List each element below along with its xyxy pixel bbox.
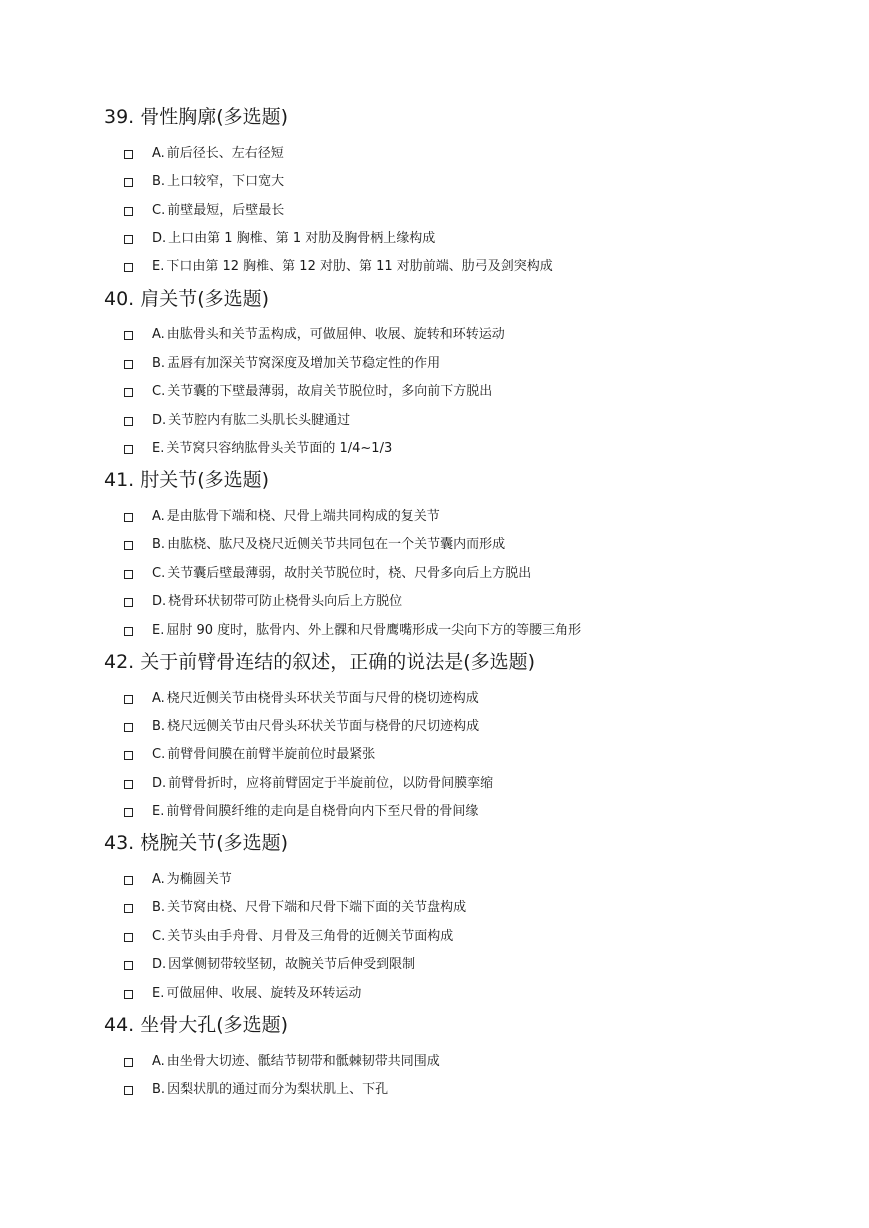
option-d[interactable]: D. 桡骨环状韧带可防止桡骨头向后上方脱位 [124,593,402,611]
question-43 [104,831,288,855]
option-text: 因梨状肌的通过而分为梨状肌上、下孔 [167,1082,389,1097]
option-text: 因掌侧韧带较坚韧，故腕关节后伸受到限制 [168,957,416,972]
option-text: 关节囊后壁最薄弱，故肘关节脱位时，桡、尺骨多向后上方脱出 [167,566,532,581]
checkbox-icon[interactable] [124,513,133,522]
checkbox-icon[interactable] [124,990,133,999]
option-text: 桡骨环状韧带可防止桡骨头向后上方脱位 [168,594,403,609]
checkbox-icon[interactable] [124,445,133,454]
question-42 [104,650,535,674]
checkbox-icon[interactable] [124,178,133,187]
checkbox-icon[interactable] [124,570,133,579]
checkbox-icon[interactable] [124,695,133,704]
option-d[interactable]: D. 前臂骨折时，应将前臂固定于半旋前位，以防骨间膜挛缩 [124,775,493,793]
option-d[interactable]: D. 关节腔内有肱二头肌长头腱通过 [124,412,350,430]
option-text: 关节窝只容纳肱骨头关节面的 1/4~1/3 [166,441,393,456]
option-text: 关节囊的下壁最薄弱，故肩关节脱位时，多向前下方脱出 [167,384,493,399]
option-b[interactable]: B. 因梨状肌的通过而分为梨状肌上、下孔 [124,1081,388,1099]
option-e[interactable]: E. 前臂骨间膜纤维的走向是自桡骨向内下至尺骨的骨间缘 [124,803,478,821]
option-b[interactable]: B. 关节窝由桡、尺骨下端和尺骨下端下面的关节盘构成 [124,899,466,917]
option-text: 关节窝由桡、尺骨下端和尺骨下端下面的关节盘构成 [167,900,467,915]
option-text: 前臂骨折时，应将前臂固定于半旋前位，以防骨间膜挛缩 [168,776,494,791]
question-title: 39. 骨性胸廓(多选题) [104,106,289,128]
question-44 [104,1013,288,1037]
option-a[interactable]: A. 由坐骨大切迹、骶结节韧带和骶棘韧带共同围成 [124,1053,440,1071]
question-title: 44. 坐骨大孔(多选题) [104,1014,289,1036]
option-c[interactable]: C. 前臂骨间膜在前臂半旋前位时最紧张 [124,746,375,764]
option-text: 前臂骨间膜纤维的走向是自桡骨向内下至尺骨的骨间缘 [166,804,479,819]
option-text: 盂唇有加深关节窝深度及增加关节稳定性的作用 [167,356,441,371]
checkbox-icon[interactable] [124,263,133,272]
option-b[interactable]: B. 由肱桡、肱尺及桡尺近侧关节共同包在一个关节囊内而形成 [124,536,505,554]
option-text: 由肱骨头和关节盂构成，可做屈伸、收展、旋转和环转运动 [166,327,505,342]
question-title: 41. 肘关节(多选题) [104,469,270,491]
option-text: 桡尺近侧关节由桡骨头环状关节面与尺骨的桡切迹构成 [166,691,479,706]
question-title: 42. 关于前臂骨连结的叙述，正确的说法是(多选题) [104,651,536,673]
checkbox-icon[interactable] [124,417,133,426]
option-e[interactable]: E. 可做屈伸、收展、旋转及环转运动 [124,985,361,1003]
option-text: 由坐骨大切迹、骶结节韧带和骶棘韧带共同围成 [166,1054,440,1069]
option-text: 上口由第 1 胸椎、第 1 对肋及胸骨柄上缘构成 [168,231,436,246]
option-c[interactable]: C. 关节囊后壁最薄弱，故肘关节脱位时，桡、尺骨多向后上方脱出 [124,565,531,583]
checkbox-icon[interactable] [124,541,133,550]
checkbox-icon[interactable] [124,360,133,369]
checkbox-icon[interactable] [124,627,133,636]
option-d[interactable]: D. 因掌侧韧带较坚韧，故腕关节后伸受到限制 [124,956,415,974]
question-39 [104,105,288,129]
checkbox-icon[interactable] [124,808,133,817]
option-b[interactable]: B. 盂唇有加深关节窝深度及增加关节稳定性的作用 [124,355,440,373]
option-text: 关节头由手舟骨、月骨及三角骨的近侧关节面构成 [167,929,454,944]
option-a[interactable]: A. 由肱骨头和关节盂构成，可做屈伸、收展、旋转和环转运动 [124,326,505,344]
checkbox-icon[interactable] [124,933,133,942]
checkbox-icon[interactable] [124,876,133,885]
option-a[interactable]: A. 桡尺近侧关节由桡骨头环状关节面与尺骨的桡切迹构成 [124,690,479,708]
option-b[interactable]: B. 上口较窄，下口宽大 [124,173,284,191]
checkbox-icon[interactable] [124,388,133,397]
option-c[interactable]: C. 关节囊的下壁最薄弱，故肩关节脱位时，多向前下方脱出 [124,383,492,401]
option-c[interactable]: C. 关节头由手舟骨、月骨及三角骨的近侧关节面构成 [124,928,453,946]
option-a[interactable]: A. 是由肱骨下端和桡、尺骨上端共同构成的复关节 [124,508,440,526]
checkbox-icon[interactable] [124,961,133,970]
option-text: 桡尺远侧关节由尺骨头环状关节面与桡骨的尺切迹构成 [167,719,480,734]
checkbox-icon[interactable] [124,723,133,732]
option-text: 是由肱骨下端和桡、尺骨上端共同构成的复关节 [166,509,440,524]
option-text: 前后径长、左右径短 [166,146,284,161]
checkbox-icon[interactable] [124,598,133,607]
question-title: 40. 肩关节(多选题) [104,288,270,310]
checkbox-icon[interactable] [124,150,133,159]
option-a[interactable]: A. 为椭圆关节 [124,871,232,889]
option-text: 下口由第 12 胸椎、第 12 对肋、第 11 对肋前端、肋弓及剑突构成 [166,259,553,274]
checkbox-icon[interactable] [124,780,133,789]
option-a[interactable]: A. 前后径长、左右径短 [124,145,284,163]
option-text: 由肱桡、肱尺及桡尺近侧关节共同包在一个关节囊内而形成 [167,537,506,552]
checkbox-icon[interactable] [124,207,133,216]
checkbox-icon[interactable] [124,331,133,340]
option-e[interactable]: E. 下口由第 12 胸椎、第 12 对肋、第 11 对肋前端、肋弓及剑突构成 [124,258,553,276]
question-41 [104,468,269,492]
option-text: 前臂骨间膜在前臂半旋前位时最紧张 [167,747,376,762]
option-d[interactable]: D. 上口由第 1 胸椎、第 1 对肋及胸骨柄上缘构成 [124,230,435,248]
option-text: 屈肘 90 度时，肱骨内、外上髁和尺骨鹰嘴形成一尖向下方的等腰三角形 [166,623,582,638]
checkbox-icon[interactable] [124,1058,133,1067]
checkbox-icon[interactable] [124,751,133,760]
option-text: 为椭圆关节 [166,872,232,887]
checkbox-icon[interactable] [124,235,133,244]
option-e[interactable]: E. 关节窝只容纳肱骨头关节面的 1/4~1/3 [124,440,392,458]
option-text: 前壁最短，后壁最长 [167,203,285,218]
question-title: 43. 桡腕关节(多选题) [104,832,289,854]
checkbox-icon[interactable] [124,1086,133,1095]
option-c[interactable]: C. 前壁最短，后壁最长 [124,202,284,220]
question-40 [104,287,269,311]
option-b[interactable]: B. 桡尺远侧关节由尺骨头环状关节面与桡骨的尺切迹构成 [124,718,479,736]
checkbox-icon[interactable] [124,904,133,913]
option-text: 关节腔内有肱二头肌长头腱通过 [168,413,351,428]
option-e[interactable]: E. 屈肘 90 度时，肱骨内、外上髁和尺骨鹰嘴形成一尖向下方的等腰三角形 [124,622,581,640]
option-text: 可做屈伸、收展、旋转及环转运动 [166,986,362,1001]
option-text: 上口较窄，下口宽大 [167,174,285,189]
